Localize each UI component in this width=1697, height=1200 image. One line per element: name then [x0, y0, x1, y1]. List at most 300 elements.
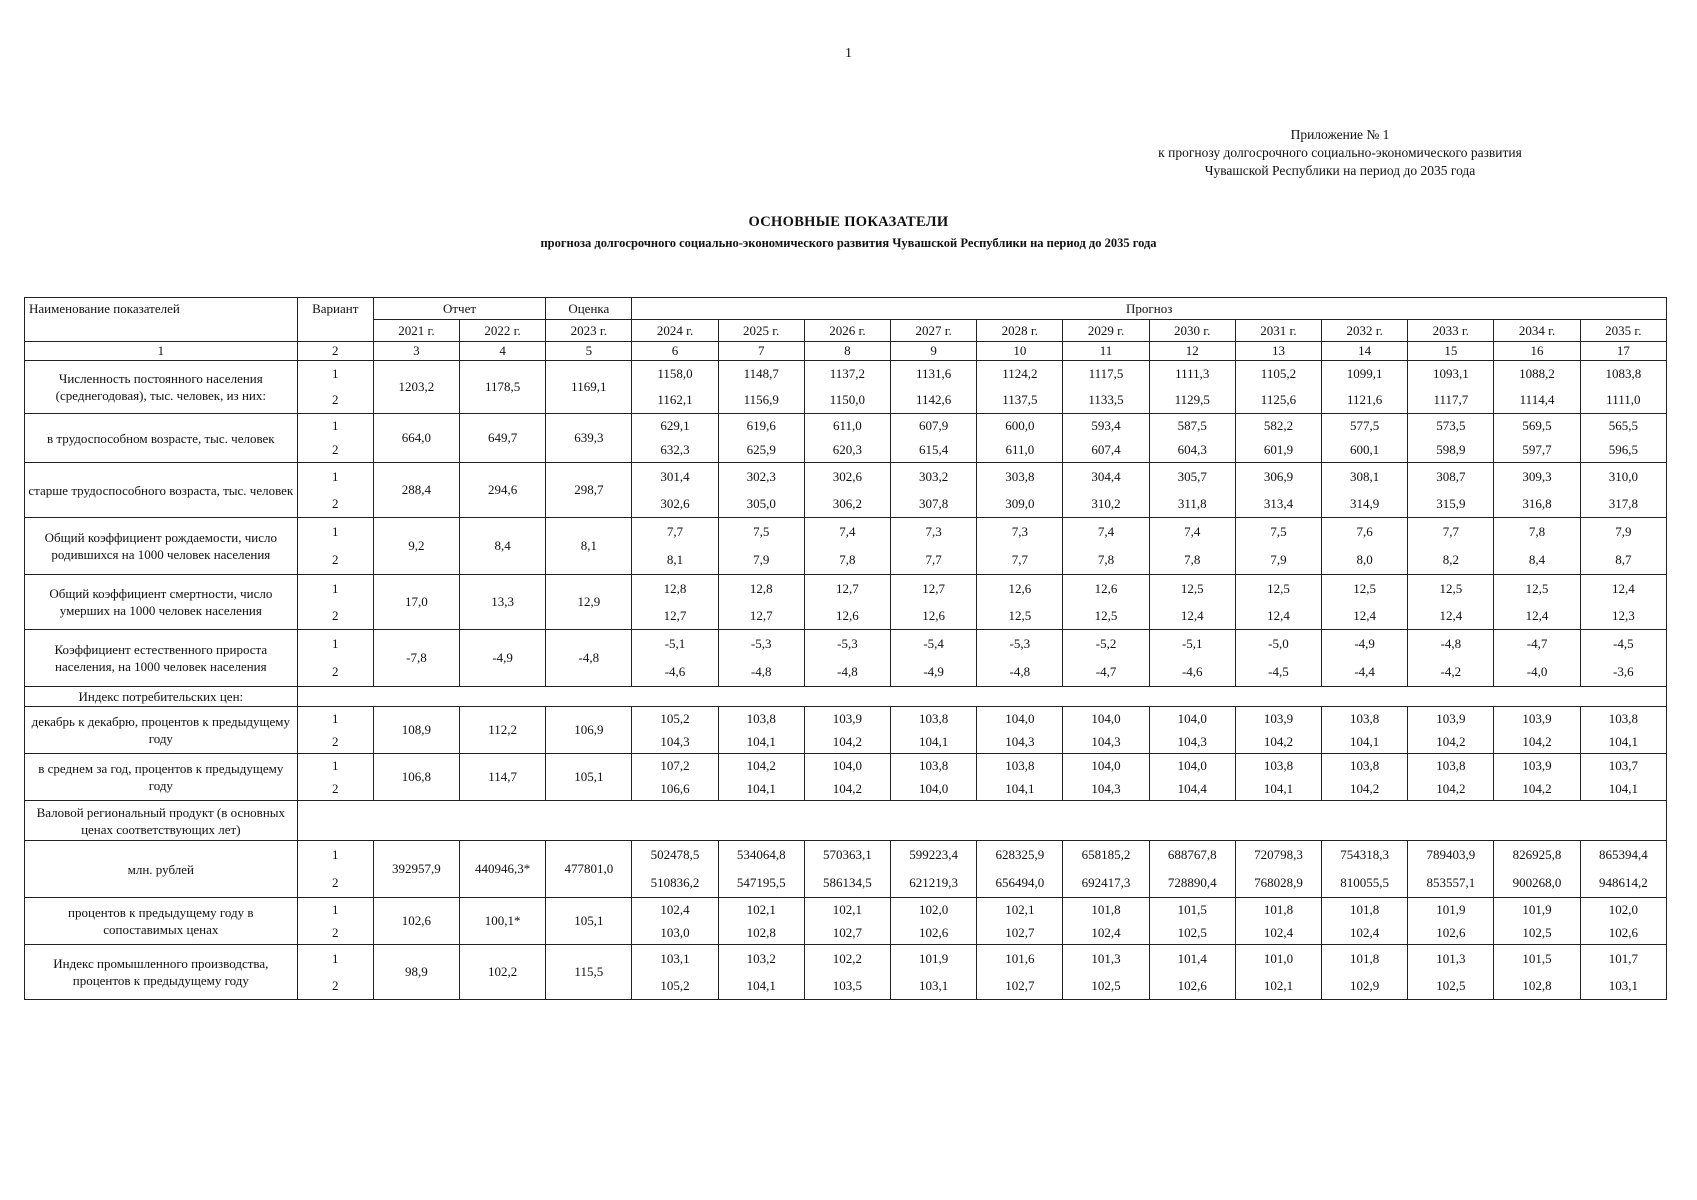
- forecast-variant-1: 12,7: [836, 580, 859, 596]
- forecast-variant-1: 103,8: [746, 710, 776, 726]
- forecast-cell: [718, 707, 804, 754]
- variant-1: 1: [331, 418, 339, 433]
- forecast-variant-1: 305,7: [1177, 468, 1207, 484]
- forecast-variant-2: 104,4: [1177, 780, 1207, 796]
- annex-line-3: Чувашской Республики на период до 2035 года: [1204, 163, 1476, 178]
- section-spacer: [297, 687, 1666, 707]
- forecast-variant-1: 103,8: [1350, 757, 1380, 773]
- forecast-variant-1: 103,8: [1263, 757, 1294, 773]
- header-year: 2026 г.: [804, 320, 890, 342]
- forecast-variant-2: 12,7: [663, 607, 687, 623]
- forecast-cell: [632, 754, 718, 801]
- forecast-cell: [977, 575, 1063, 630]
- forecast-variant-2: 900268,0: [1512, 875, 1562, 890]
- forecast-variant-2: 601,9: [1263, 442, 1294, 457]
- forecast-variant-1: 101,8: [1263, 901, 1294, 917]
- forecast-variant-2: -4,0: [1526, 664, 1548, 679]
- variant-cell: [297, 518, 373, 575]
- forecast-variant-1: 310,0: [1608, 468, 1638, 484]
- forecast-cell: [1149, 841, 1235, 898]
- header-name: Наименование показателей: [25, 298, 298, 342]
- forecast-variant-2: 315,9: [1436, 495, 1466, 511]
- forecast-variant-2: 1121,6: [1347, 392, 1383, 407]
- header-estimate: Оценка: [546, 298, 632, 320]
- forecast-variant-2: 12,4: [1267, 607, 1290, 623]
- forecast-cell: [1494, 630, 1580, 687]
- forecast-cell: [1149, 898, 1235, 945]
- forecast-cell: [804, 630, 890, 687]
- variant-2: 2: [331, 392, 339, 407]
- base-value: 298,7: [546, 463, 632, 518]
- forecast-variant-1: 101,9: [1522, 901, 1552, 917]
- forecast-variant-2: 102,4: [1091, 924, 1121, 940]
- forecast-cell: [1322, 945, 1408, 1000]
- forecast-variant-1: 103,9: [1263, 710, 1294, 726]
- forecast-variant-2: 7,8: [839, 552, 856, 567]
- header-forecast: Прогноз: [632, 298, 1667, 320]
- forecast-cell: [977, 898, 1063, 945]
- forecast-cell: [1580, 463, 1666, 518]
- forecast-variant-2: 620,3: [832, 442, 863, 457]
- forecast-cell: [1494, 575, 1580, 630]
- indicator-name: декабрь к декабрю, процентов к предыдущему году: [25, 707, 298, 754]
- forecast-variant-2: 104,0: [919, 780, 949, 796]
- variant-2: 2: [331, 977, 339, 993]
- forecast-cell: [1580, 898, 1666, 945]
- forecast-variant-2: 1129,5: [1174, 392, 1210, 407]
- variant-2: 2: [331, 442, 339, 457]
- forecast-variant-1: 12,8: [663, 580, 687, 596]
- forecast-cell: [891, 754, 977, 801]
- forecast-cell: [1580, 518, 1666, 575]
- forecast-variant-2: 310,2: [1091, 495, 1121, 511]
- document-subtitle: прогноза долгосрочного социально-экономического развития Чувашской Республики на период до 2035 года: [540, 236, 1157, 250]
- variant-2: 2: [331, 607, 339, 623]
- variant-1: 1: [331, 524, 339, 539]
- forecast-variant-1: 102,0: [919, 901, 949, 917]
- forecast-cell: [977, 841, 1063, 898]
- forecast-variant-1: 12,5: [1525, 580, 1549, 596]
- forecast-cell: [1580, 575, 1666, 630]
- forecast-variant-2: 1114,4: [1519, 392, 1555, 407]
- header-year: 2024 г.: [632, 320, 718, 342]
- section-spacer: [297, 801, 1666, 841]
- indicator-name: процентов к предыдущему году в сопоставимых ценах: [25, 898, 298, 945]
- forecast-variant-1: 102,1: [1005, 901, 1035, 917]
- forecast-variant-2: 600,1: [1350, 442, 1380, 457]
- forecast-variant-1: 102,1: [746, 901, 776, 917]
- forecast-variant-2: 104,1: [1608, 780, 1638, 796]
- forecast-variant-2: 7,7: [1011, 552, 1028, 567]
- forecast-variant-1: 565,5: [1608, 418, 1638, 433]
- variant-1: 1: [331, 710, 339, 726]
- forecast-variant-2: 104,1: [1350, 733, 1380, 749]
- table-row: [25, 518, 1667, 575]
- header-year: 2021 г.: [373, 320, 459, 342]
- forecast-variant-2: 604,3: [1177, 442, 1207, 457]
- forecast-cell: [1235, 575, 1321, 630]
- base-value: 114,7: [460, 754, 546, 801]
- forecast-cell: [1149, 754, 1235, 801]
- forecast-variant-1: 7,3: [925, 524, 942, 539]
- forecast-variant-1: -5,2: [1095, 636, 1117, 651]
- column-number: 12: [1149, 342, 1235, 361]
- forecast-variant-1: 582,2: [1263, 418, 1294, 433]
- forecast-cell: [1235, 463, 1321, 518]
- forecast-variant-1: 7,4: [1097, 524, 1115, 539]
- forecast-variant-2: 104,2: [832, 780, 863, 796]
- forecast-variant-2: 7,9: [1270, 552, 1287, 567]
- forecast-cell: [632, 575, 718, 630]
- forecast-variant-1: 826925,8: [1512, 847, 1562, 862]
- column-number: 4: [460, 342, 546, 361]
- forecast-cell: [1322, 754, 1408, 801]
- forecast-variant-2: 7,9: [753, 552, 770, 567]
- forecast-cell: [1322, 630, 1408, 687]
- forecast-variant-1: 309,3: [1522, 468, 1552, 484]
- forecast-variant-1: 593,4: [1091, 418, 1121, 433]
- base-value: 102,6: [373, 898, 459, 945]
- forecast-cell: [1322, 518, 1408, 575]
- table-row: [25, 754, 1667, 801]
- base-value: 108,9: [373, 707, 459, 754]
- forecast-variant-1: 12,5: [1267, 580, 1290, 596]
- forecast-cell: [1580, 754, 1666, 801]
- section-row: [25, 687, 1667, 707]
- forecast-cell: [1235, 754, 1321, 801]
- forecast-variant-1: 599223,4: [909, 847, 958, 862]
- forecast-cell: [1063, 841, 1149, 898]
- forecast-variant-2: 810055,5: [1340, 875, 1390, 890]
- forecast-variant-1: 103,1: [660, 950, 690, 966]
- forecast-cell: [1063, 754, 1149, 801]
- section-row: [25, 801, 1667, 841]
- column-number: 10: [977, 342, 1063, 361]
- column-number: 2: [297, 342, 373, 361]
- forecast-variant-2: 102,6: [919, 924, 949, 940]
- forecast-variant-2: 12,5: [1094, 607, 1118, 623]
- forecast-variant-1: 102,4: [660, 901, 690, 917]
- base-value: 649,7: [460, 414, 546, 463]
- forecast-variant-2: -4,6: [664, 664, 686, 679]
- forecast-variant-2: 607,4: [1091, 442, 1121, 457]
- forecast-variant-2: 597,7: [1522, 442, 1552, 457]
- forecast-variant-2: 104,2: [1436, 733, 1466, 749]
- forecast-variant-1: 303,8: [1005, 468, 1035, 484]
- forecast-variant-1: 1099,1: [1346, 366, 1383, 381]
- base-value: 13,3: [460, 575, 546, 630]
- forecast-variant-1: 302,6: [832, 468, 863, 484]
- forecast-variant-1: -5,4: [923, 636, 944, 651]
- variant-cell: [297, 841, 373, 898]
- forecast-variant-2: 728890,4: [1167, 875, 1217, 890]
- forecast-variant-2: 8,0: [1356, 552, 1373, 567]
- base-value: 100,1*: [460, 898, 546, 945]
- header-year: 2025 г.: [718, 320, 804, 342]
- forecast-variant-2: -4,8: [750, 664, 772, 679]
- forecast-variant-1: -4,5: [1613, 636, 1634, 651]
- forecast-cell: [1494, 414, 1580, 463]
- forecast-cell: [1494, 463, 1580, 518]
- forecast-cell: [1063, 630, 1149, 687]
- variant-1: 1: [331, 366, 339, 381]
- forecast-cell: [1235, 361, 1321, 414]
- forecast-variant-1: 104,0: [1091, 710, 1121, 726]
- forecast-variant-1: -5,3: [837, 636, 858, 651]
- forecast-cell: [977, 945, 1063, 1000]
- forecast-variant-1: 7,5: [753, 524, 770, 539]
- forecast-variant-1: 101,0: [1263, 950, 1294, 966]
- forecast-cell: [1408, 841, 1494, 898]
- forecast-variant-1: -5,3: [1009, 636, 1031, 651]
- forecast-variant-2: 104,2: [832, 733, 863, 749]
- forecast-cell: [891, 841, 977, 898]
- header-year: 2030 г.: [1149, 320, 1235, 342]
- base-value: 1178,5: [460, 361, 546, 414]
- forecast-variant-2: 12,6: [922, 607, 945, 623]
- forecast-variant-2: 305,0: [746, 495, 776, 511]
- forecast-cell: [1494, 841, 1580, 898]
- forecast-cell: [718, 898, 804, 945]
- forecast-variant-2: 104,2: [1522, 733, 1552, 749]
- forecast-variant-1: 101,6: [1005, 950, 1035, 966]
- forecast-variant-1: 7,4: [839, 524, 856, 539]
- forecast-variant-2: 1133,5: [1088, 392, 1124, 407]
- forecast-variant-1: 611,0: [833, 418, 862, 433]
- forecast-variant-1: 754318,3: [1340, 847, 1390, 862]
- forecast-cell: [1063, 707, 1149, 754]
- forecast-variant-1: -5,1: [1181, 636, 1203, 651]
- forecast-variant-2: 316,8: [1522, 495, 1552, 511]
- forecast-variant-1: 629,1: [660, 418, 690, 433]
- forecast-variant-2: 102,5: [1436, 977, 1466, 993]
- forecast-variant-2: 625,9: [746, 442, 776, 457]
- forecast-variant-2: 510836,2: [650, 875, 700, 890]
- forecast-variant-1: 865394,4: [1598, 847, 1648, 862]
- forecast-variant-2: 104,1: [919, 733, 949, 749]
- forecast-cell: [891, 518, 977, 575]
- forecast-variant-1: -4,9: [1354, 636, 1375, 651]
- forecast-cell: [1235, 630, 1321, 687]
- forecast-variant-1: 12,5: [1353, 580, 1377, 596]
- forecast-variant-1: 502478,5: [650, 847, 700, 862]
- forecast-variant-1: 1093,1: [1432, 366, 1469, 381]
- header-variant: Вариант: [297, 298, 373, 342]
- forecast-variant-1: 303,2: [919, 468, 949, 484]
- column-number: 15: [1408, 342, 1494, 361]
- forecast-variant-2: 102,8: [1522, 977, 1552, 993]
- base-value: 9,2: [373, 518, 459, 575]
- forecast-variant-2: 104,1: [746, 733, 776, 749]
- base-value: 106,8: [373, 754, 459, 801]
- forecast-cell: [718, 575, 804, 630]
- annex-line-1: Приложение № 1: [1290, 127, 1390, 142]
- forecast-cell: [1408, 945, 1494, 1000]
- forecast-variant-2: 615,4: [919, 442, 949, 457]
- forecast-variant-1: 12,8: [749, 580, 773, 596]
- indicator-name: млн. рублей: [25, 841, 298, 898]
- forecast-cell: [1494, 518, 1580, 575]
- forecast-cell: [1063, 361, 1149, 414]
- forecast-variant-2: 103,1: [1608, 977, 1638, 993]
- forecast-variant-2: 598,9: [1436, 442, 1466, 457]
- forecast-variant-1: 101,3: [1091, 950, 1121, 966]
- forecast-variant-1: 101,5: [1177, 901, 1207, 917]
- forecast-variant-2: 102,1: [1263, 977, 1294, 993]
- header-report: Отчет: [373, 298, 545, 320]
- variant-2: 2: [331, 733, 339, 749]
- forecast-variant-1: 577,5: [1350, 418, 1380, 433]
- forecast-variant-1: 101,8: [1350, 901, 1380, 917]
- header-year: 2034 г.: [1494, 320, 1580, 342]
- base-value: 115,5: [546, 945, 632, 1000]
- forecast-variant-1: 534064,8: [736, 847, 786, 862]
- forecast-variant-1: 7,4: [1184, 524, 1201, 539]
- forecast-variant-2: 12,4: [1439, 607, 1463, 623]
- forecast-cell: [1322, 361, 1408, 414]
- variant-1: 1: [331, 950, 339, 966]
- forecast-variant-2: 102,7: [1005, 924, 1035, 940]
- forecast-variant-1: 103,8: [1436, 757, 1466, 773]
- forecast-cell: [718, 518, 804, 575]
- forecast-cell: [1063, 414, 1149, 463]
- variant-cell: [297, 754, 373, 801]
- forecast-variant-2: 12,6: [836, 607, 859, 623]
- variant-cell: [297, 414, 373, 463]
- forecast-variant-1: 103,9: [1522, 757, 1552, 773]
- forecast-variant-2: 102,6: [1436, 924, 1466, 940]
- base-value: 639,3: [546, 414, 632, 463]
- forecast-variant-1: 1117,5: [1088, 366, 1124, 381]
- forecast-cell: [1149, 630, 1235, 687]
- forecast-variant-2: 102,6: [1608, 924, 1638, 940]
- forecast-cell: [1408, 898, 1494, 945]
- forecast-variant-2: 307,8: [919, 495, 949, 511]
- forecast-variant-1: 101,4: [1177, 950, 1207, 966]
- forecast-cell: [1580, 361, 1666, 414]
- forecast-variant-1: 104,0: [1177, 757, 1207, 773]
- base-value: 106,9: [546, 707, 632, 754]
- forecast-cell: [1149, 707, 1235, 754]
- forecast-variant-1: 1131,6: [915, 366, 952, 381]
- forecast-cell: [632, 361, 718, 414]
- forecast-variant-2: 102,9: [1350, 977, 1380, 993]
- table-row: [25, 707, 1667, 754]
- forecast-variant-1: 619,6: [746, 418, 776, 433]
- forecast-cell: [1149, 361, 1235, 414]
- forecast-cell: [1322, 841, 1408, 898]
- forecast-cell: [804, 361, 890, 414]
- forecast-variant-1: 101,7: [1608, 950, 1638, 966]
- column-number: 17: [1580, 342, 1666, 361]
- variant-1: 1: [331, 636, 339, 651]
- forecast-variant-2: 8,4: [1528, 552, 1546, 567]
- forecast-variant-2: 7,7: [925, 552, 942, 567]
- forecast-variant-1: -4,7: [1526, 636, 1548, 651]
- forecast-variant-2: -4,2: [1440, 664, 1462, 679]
- forecast-variant-2: -4,5: [1268, 664, 1289, 679]
- forecast-cell: [1408, 463, 1494, 518]
- forecast-variant-1: 103,9: [1522, 710, 1552, 726]
- forecast-variant-1: 7,7: [1442, 524, 1459, 539]
- forecast-variant-2: 621219,3: [909, 875, 958, 890]
- indicator-name: в трудоспособном возрасте, тыс. человек: [25, 414, 298, 463]
- header-year: 2028 г.: [977, 320, 1063, 342]
- forecast-variant-2: 104,2: [1522, 780, 1552, 796]
- forecast-variant-1: 103,9: [832, 710, 863, 726]
- forecast-variant-2: 12,4: [1525, 607, 1549, 623]
- forecast-cell: [977, 518, 1063, 575]
- forecast-variant-2: 103,0: [660, 924, 690, 940]
- forecast-variant-2: 104,1: [1608, 733, 1638, 749]
- forecast-variant-2: 104,1: [746, 977, 776, 993]
- forecast-cell: [1494, 945, 1580, 1000]
- forecast-variant-1: 104,0: [1005, 710, 1035, 726]
- table-row: [25, 361, 1667, 414]
- forecast-variant-1: 658185,2: [1081, 847, 1131, 862]
- forecast-variant-1: -5,0: [1268, 636, 1289, 651]
- forecast-variant-1: -5,3: [750, 636, 772, 651]
- forecast-cell: [1580, 707, 1666, 754]
- forecast-variant-2: 306,2: [832, 495, 863, 511]
- forecast-cell: [804, 707, 890, 754]
- table-row: [25, 463, 1667, 518]
- forecast-variant-2: 102,7: [1005, 977, 1035, 993]
- forecast-variant-1: 7,3: [1011, 524, 1028, 539]
- forecast-variant-2: 104,3: [1177, 733, 1207, 749]
- forecast-variant-1: 304,4: [1091, 468, 1121, 484]
- variant-2: 2: [331, 552, 339, 567]
- forecast-variant-2: 104,2: [1263, 733, 1294, 749]
- header-year: 2032 г.: [1322, 320, 1408, 342]
- indicator-name: старше трудоспособного возраста, тыс. человек: [25, 463, 298, 518]
- forecast-variant-1: 302,3: [746, 468, 776, 484]
- forecast-variant-2: -4,9: [923, 664, 944, 679]
- forecast-cell: [1063, 575, 1149, 630]
- forecast-cell: [1408, 575, 1494, 630]
- indicator-name: Общий коэффициент смертности, число умерших на 1000 человек населения: [25, 575, 298, 630]
- forecast-variant-1: 573,5: [1436, 418, 1466, 433]
- forecast-variant-1: 308,7: [1436, 468, 1466, 484]
- header-year: 2023 г.: [546, 320, 632, 342]
- base-value: 440946,3*: [460, 841, 546, 898]
- forecast-variant-1: 103,2: [746, 950, 776, 966]
- forecast-variant-2: 302,6: [660, 495, 690, 511]
- annex-note: [1120, 126, 1560, 180]
- forecast-cell: [718, 361, 804, 414]
- forecast-cell: [1235, 707, 1321, 754]
- forecast-variant-2: 1125,6: [1260, 392, 1297, 407]
- page-number: 1: [845, 46, 852, 61]
- forecast-variant-1: 12,5: [1180, 580, 1204, 596]
- forecast-cell: [632, 414, 718, 463]
- column-number: 3: [373, 342, 459, 361]
- forecast-variant-1: 103,8: [1005, 757, 1035, 773]
- forecast-cell: [1235, 945, 1321, 1000]
- variant-cell: [297, 898, 373, 945]
- forecast-cell: [891, 945, 977, 1000]
- forecast-variant-1: 7,5: [1270, 524, 1287, 539]
- forecast-cell: [891, 414, 977, 463]
- indicator-name: Коэффициент естественного прироста населения, на 1000 человек населения: [25, 630, 298, 687]
- forecast-variant-1: 104,0: [832, 757, 863, 773]
- forecast-variant-2: 104,3: [1091, 733, 1121, 749]
- forecast-variant-2: 8,1: [666, 552, 684, 567]
- forecast-cell: [1408, 754, 1494, 801]
- forecast-cell: [891, 898, 977, 945]
- forecast-cell: [804, 945, 890, 1000]
- forecast-cell: [804, 754, 890, 801]
